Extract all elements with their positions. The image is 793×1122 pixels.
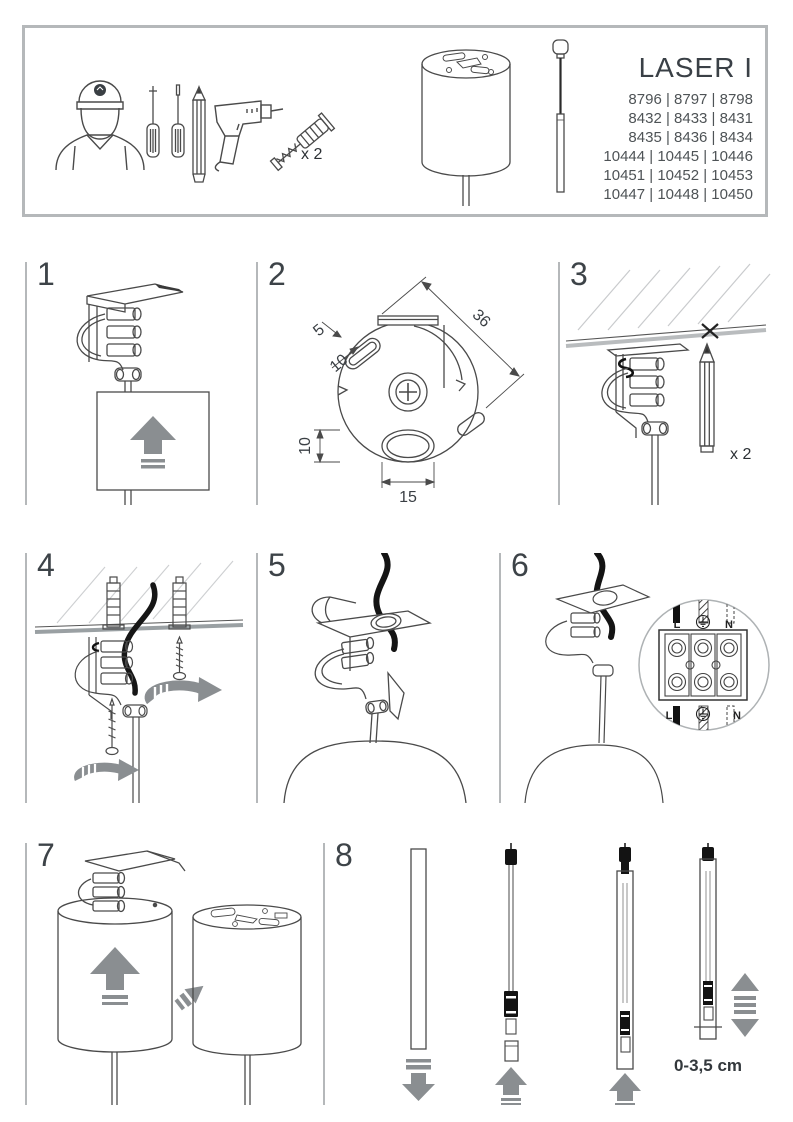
code-row: 10444 | 10445 | 10446 [603, 148, 753, 165]
terminal-label-l: L [673, 619, 681, 631]
step-number: 3 [570, 256, 588, 292]
step-1-panel [25, 256, 255, 505]
product-codes [603, 90, 753, 204]
pencil-icon [193, 87, 205, 182]
header-box [22, 25, 768, 217]
lamp-canopy-image [419, 42, 513, 206]
slide-up-arrow [90, 947, 140, 1005]
dim-36: 36 [468, 306, 494, 331]
slide-up-arrow [495, 1067, 527, 1105]
adjust-double-arrow [731, 973, 759, 1037]
step-2-illustration [258, 262, 548, 505]
pendant-rod-image [549, 38, 573, 198]
slide-up-arrow [130, 416, 176, 469]
step-8-panel [323, 837, 772, 1105]
installer-icon [53, 64, 147, 170]
assembled-pendant [694, 843, 722, 1039]
adjust-range-label: 0-3,5 cm [673, 1056, 743, 1075]
step-number: 2 [268, 256, 286, 292]
step-3-panel [558, 256, 772, 505]
dim-15: 15 [399, 489, 417, 505]
code-row: 10447 | 10448 | 10450 [603, 186, 753, 203]
step-8-illustration [325, 843, 772, 1105]
slide-down-arrow [402, 1059, 435, 1101]
step-number: 6 [511, 547, 529, 583]
mains-cable [376, 553, 395, 649]
bracket-drawing [525, 585, 663, 803]
screw [106, 699, 118, 755]
terminal-label-l: L [665, 710, 673, 722]
phillips-screwdriver-icon [147, 86, 159, 157]
wall-plug [169, 577, 190, 629]
step-4-panel [25, 547, 251, 803]
screw [174, 637, 186, 680]
step-7-illustration [27, 843, 317, 1105]
closed-canopy [193, 905, 301, 1105]
pendant-wire-assembly [504, 843, 518, 1061]
step-2-panel [256, 256, 548, 505]
tube-over-wire [617, 843, 633, 1069]
step-1-illustration [27, 262, 255, 505]
bracket-drawing [284, 597, 466, 803]
attach-arrow [173, 979, 209, 1013]
code-row: 8796 | 8797 | 8798 [628, 91, 753, 108]
code-row: 8432 | 8433 | 8431 [628, 110, 753, 127]
pencil-drawing [700, 344, 714, 452]
pendant-tube [411, 849, 426, 1049]
step-7-panel [25, 837, 317, 1105]
step-number: 8 [335, 837, 353, 873]
step-number: 4 [37, 547, 55, 583]
step-number: 1 [37, 256, 55, 292]
dim-10-slot: 10 [326, 351, 352, 376]
step-5-panel [256, 547, 494, 803]
plug-quantity-label: x 2 [301, 146, 323, 163]
code-row: 8435 | 8436 | 8434 [628, 129, 753, 146]
rotate-arrow [150, 677, 222, 707]
dim-5: 5 [310, 321, 328, 340]
step-3-illustration [560, 262, 772, 505]
bracket-drawing [602, 344, 688, 505]
code-row: 10451 | 10452 | 10453 [603, 167, 753, 184]
terminal-label-n: N [733, 710, 741, 722]
terminal-label-n: N [725, 619, 733, 631]
tools-icons [143, 84, 213, 194]
step-number: 5 [268, 547, 286, 583]
step-6-illustration [501, 553, 772, 803]
step-6-panel [499, 547, 772, 803]
wall-plug-screw-icon [265, 98, 345, 176]
lamp-body-top [284, 741, 466, 803]
lamp-body-top [525, 745, 663, 803]
drill-quantity-label: x 2 [730, 446, 752, 463]
step-5-illustration [258, 553, 494, 803]
rotate-arrow [79, 759, 139, 785]
slide-up-arrow [609, 1073, 641, 1105]
ceiling-hatch [578, 264, 770, 330]
product-title: LASER I [638, 52, 753, 83]
step-4-illustration [27, 553, 251, 803]
mains-cable [124, 585, 154, 693]
dim-10-oval: 10 [297, 437, 314, 455]
step-number: 7 [37, 837, 55, 873]
flat-screwdriver-icon [172, 85, 184, 157]
